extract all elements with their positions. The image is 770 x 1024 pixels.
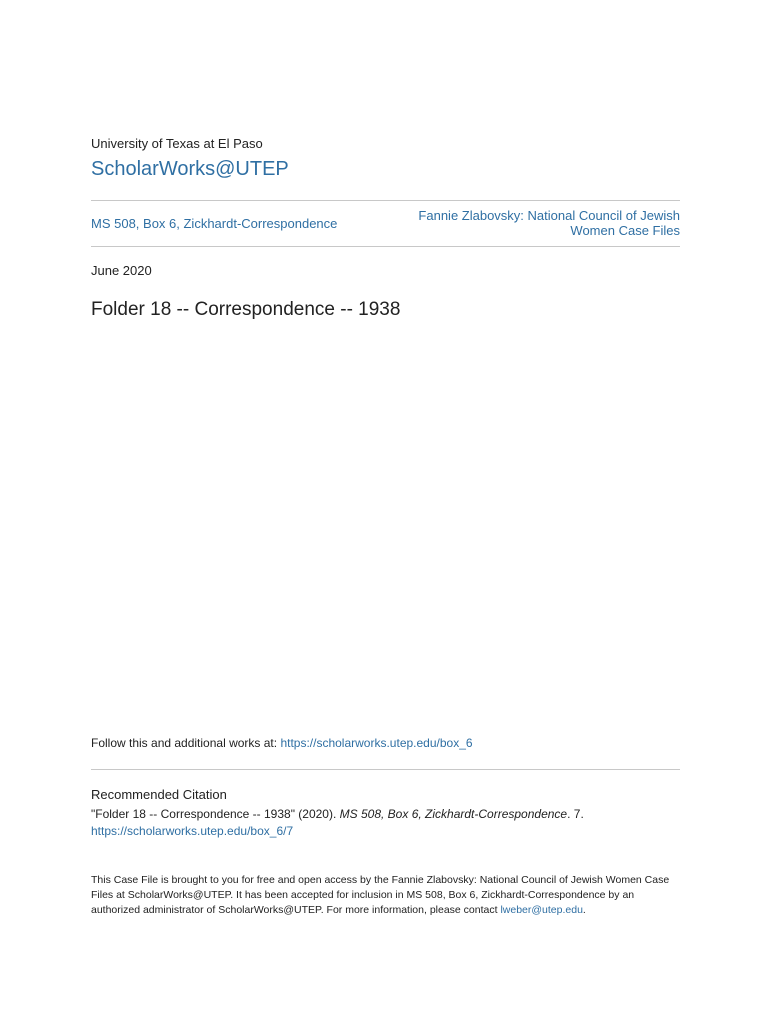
publication-date: June 2020	[91, 263, 152, 278]
notice-text: This Case File is brought to you for free and open access by the Fannie Zlabovsky: National Council of Jewish Women Case Files at ScholarWorks@UTEP. It has been accepted for inclusion in MS 508, Box 6, Zickhardt-Correspondence by an authorized administrator of ScholarWorks@UTEP. For more information, please contact	[91, 874, 670, 916]
citation-text-start: "Folder 18 -- Correspondence -- 1938" (2020).	[91, 807, 340, 821]
series-link[interactable]: Fannie Zlabovsky: National Council of Jewish Women Case Files	[418, 208, 680, 238]
notice-end: .	[582, 904, 586, 916]
divider	[91, 246, 680, 247]
document-title: Folder 18 -- Correspondence -- 1938	[91, 299, 401, 320]
citation-text-end: . 7.	[567, 807, 584, 821]
follow-link[interactable]: https://scholarworks.utep.edu/box_6	[280, 736, 473, 750]
divider	[91, 200, 680, 201]
follow-line	[91, 736, 473, 750]
contact-email-link[interactable]: lweber@utep.edu	[500, 904, 583, 916]
citation-link[interactable]: https://scholarworks.utep.edu/box_6/7	[91, 824, 294, 838]
collection-link[interactable]: MS 508, Box 6, Zickhardt-Correspondence	[91, 216, 338, 231]
citation-collection: MS 508, Box 6, Zickhardt-Correspondence	[339, 807, 568, 821]
site-link[interactable]: ScholarWorks@UTEP	[91, 158, 289, 180]
citation-text	[91, 806, 680, 840]
citation-heading: Recommended Citation	[91, 787, 227, 802]
access-notice	[91, 873, 680, 918]
follow-prefix: Follow this and additional works at:	[91, 736, 281, 750]
institution-name: University of Texas at El Paso	[91, 136, 263, 151]
divider	[91, 769, 680, 770]
